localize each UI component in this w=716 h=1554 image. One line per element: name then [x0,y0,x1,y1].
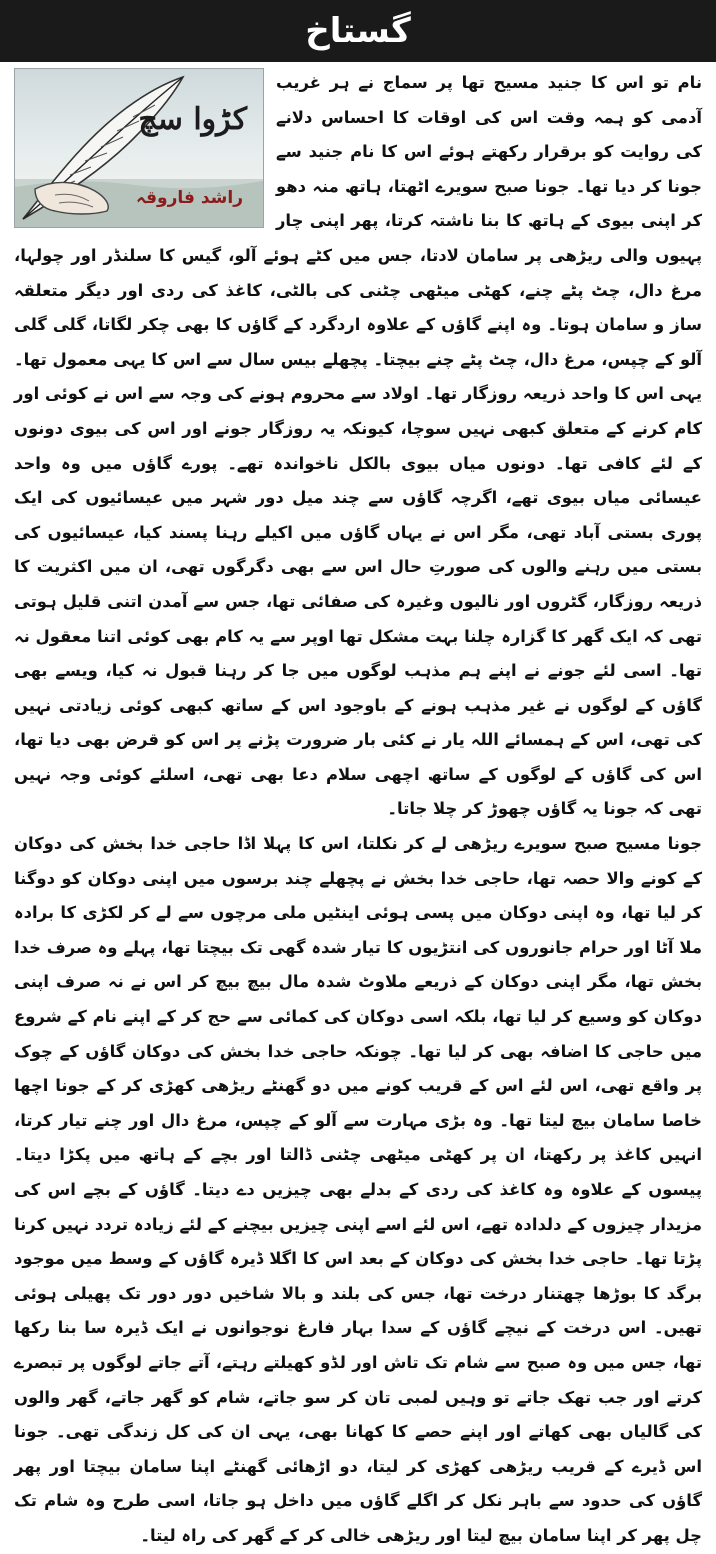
article-paragraph: نام تو اس کا جنید مسیح تھا پر سماج نے ہر غریب آدمی کو ہمہ وقت اس کی اوقات کا احساس دلانے کی روایت کو برقرار رکھتے ہوئے اس کا نام جنید سے جونا کر دیا تھا۔ جونا صبح سویرے اٹھتا، ہاتھ منہ دھو کر اپنی بیوی کے ہاتھ کا بنا ناشتہ کرتا، پھر اپنی چار پہیوں والی ریڑھی پر سامان لادتا، جس میں کٹے ہوئے آلو، گیس کا سلنڈر اور چولہا، مرغ دال، چٹ پٹے چنے، کھٹی میٹھی چٹنی کی بالٹی، کاغذ کی ردی اور دیگر متعلقہ ساز و سامان ہوتا۔ وہ اپنے گاؤں کے علاوہ اردگرد کے گاؤں کا بھی چکر لگاتا، گلی گلی آلو کے چپس، مرغ دال، چٹ پٹے چنے بیچتا۔ پچھلے بیس سال سے اس کا یہی معمول تھا۔ یہی اس کا واحد ذریعہ روزگار تھا۔ اولاد سے محروم ہونے کی وجہ سے اس نے کوئی اور کام کرنے کے متعلق کبھی نہیں سوچا، کیونکہ یہ روزگار جونے اور اس کی بیوی دونوں کے لئے کافی تھا۔ دونوں میاں بیوی بالکل ناخواندہ تھے۔ پورے گاؤں میں وہ واحد عیسائی میاں بیوی تھے، اگرچہ گاؤں سے چند میل دور شہر میں عیسائیوں کی ایک پوری بستی آباد تھی، مگر اس نے یہاں گاؤں میں اکیلے رہنا پسند کیا، عیسائیوں کی بستی میں رہنے والوں کی صورتِ حال اس سے بھی دگرگوں تھی، ان میں اکثریت کا ذریعہ روزگار، گٹروں اور نالیوں وغیرہ کی صفائی تھا، جس سے آمدن اتنی قلیل ہوتی تھی کہ ایک گھر کا گزارہ چلنا بہت مشکل تھا اوپر سے یہ کام بھی کوئی اتنا معقول نہ تھا۔ اسی لئے جونے نے اپنے ہم مذہب لوگوں میں جا کر رہنا قبول نہ کیا، ویسے بھی گاؤں کے لوگوں نے غیر مذہب ہونے کے باوجود اس کے ساتھ کبھی کوئی زیادتی نہیں کی تھی، اس کے ہمسائے اللہ یار نے کئی بار ضرورت پڑنے پر اس کو قرض بھی دیا تھا، اس کی گاؤں کے لوگوں کے ساتھ اچھی سلام دعا بھی تھی، اسلئے کوئی وجہ نہیں تھی کہ جونا یہ گاؤں چھوڑ کر چلا جاتا۔ [14,73,702,819]
column-author: راشد فاروقہ [135,188,243,208]
article-body [14,66,702,1545]
article-title-bar [0,0,716,62]
article-paragraph: جونا مسیح صبح سویرے ریڑھی لے کر نکلتا، اس کا پہلا اڈا حاجی خدا بخش کی دوکان کے کونے والا حصہ تھا، حاجی خدا بخش نے پچھلے چند برسوں میں اپنی دوکان کو دوگنا کر لیا تھا، وہ اپنی دوکان میں پسی ہوئی اینٹیں ملی مرچوں سے لے کر لکڑی کا برادہ ملا آٹا اور حرام جانوروں کی انتڑیوں کا تیار شدہ گھی تک بیچتا تھا، پہلے وہ صرف خدا بخش تھا، مگر اپنی دوکان کے ذریعے ملاوٹ شدہ مال بیچ بیچ کر اس نے نہ صرف اپنی دوکان کو وسیع کر لیا تھا، بلکہ اسی دوکان کی کمائی سے حج کر کے اپنے نام کے شروع میں حاجی کا اضافہ بھی کر لیا تھا۔ چونکہ حاجی خدا بخش کی دوکان گاؤں کے چوک پر واقع تھی، اس لئے اس کے قریب کونے میں دو گھنٹے ریڑھی کھڑی کر کے جونا اچھا خاصا سامان بیچ لیتا تھا۔ وہ بڑی مہارت سے آلو کے چپس، مرغ دال اور چنے تیار کرتا، انہیں کاغذ پر رکھتا، ان پر کھٹی میٹھی چٹنی ڈالتا اور بچے کے ہاتھ میں پکڑا دیتا۔ پیسوں کے علاوہ وہ کاغذ کی ردی کے بدلے بھی چیزیں دے دیتا۔ گاؤں کے بچے اس کی مزیدار چیزوں کے دلدادہ تھے، اس لئے اسے اپنی چیزیں بیچنے کے لئے زیادہ تردد نہیں کرنا پڑتا تھا۔ حاجی خدا بخش کی دوکان کے بعد اس کا اگلا ڈیرہ گاؤں کے وسط میں موجود برگد کا بوڑھا چھتنار درخت تھا، جس کی بلند و بالا شاخیں دور دور تک پھیلی ہوئی تھیں۔ اس درخت کے نیچے گاؤں کے سدا بہار فارغ نوجوانوں نے ایک ڈیرہ سا بنا رکھا تھا، جس میں وہ صبح سے شام تک تاش اور لڈو کھیلتے رہتے، آتے جاتے لوگوں پر تبصرے کرتے اور جب تھک جاتے تو وہیں لمبی تان کر سو جاتے، شام کو گھر جاتے، گھر والوں کی گالیاں بھی کھاتے اور اپنے حصے کا کھانا بھی، یہی ان کی کل زندگی تھی۔ جونا اس ڈیرے کے قریب ریڑھی کھڑی کر لیتا، دو اڑھائی گھنٹے اپنا سامان بیچتا اور پھر گاؤں کی حدود سے باہر نکل کر اگلے گاؤں میں داخل ہو جاتا، اسی طرح وہ شام تک چل پھر کر اپنا سامان بیچ لیتا اور ریڑھی خالی کر کے گھر کی راہ لیتا۔ [14,834,702,1545]
article-title: گستاخ [305,11,411,51]
column-logo [14,68,264,228]
column-name: کڑوا سچ [138,102,247,137]
